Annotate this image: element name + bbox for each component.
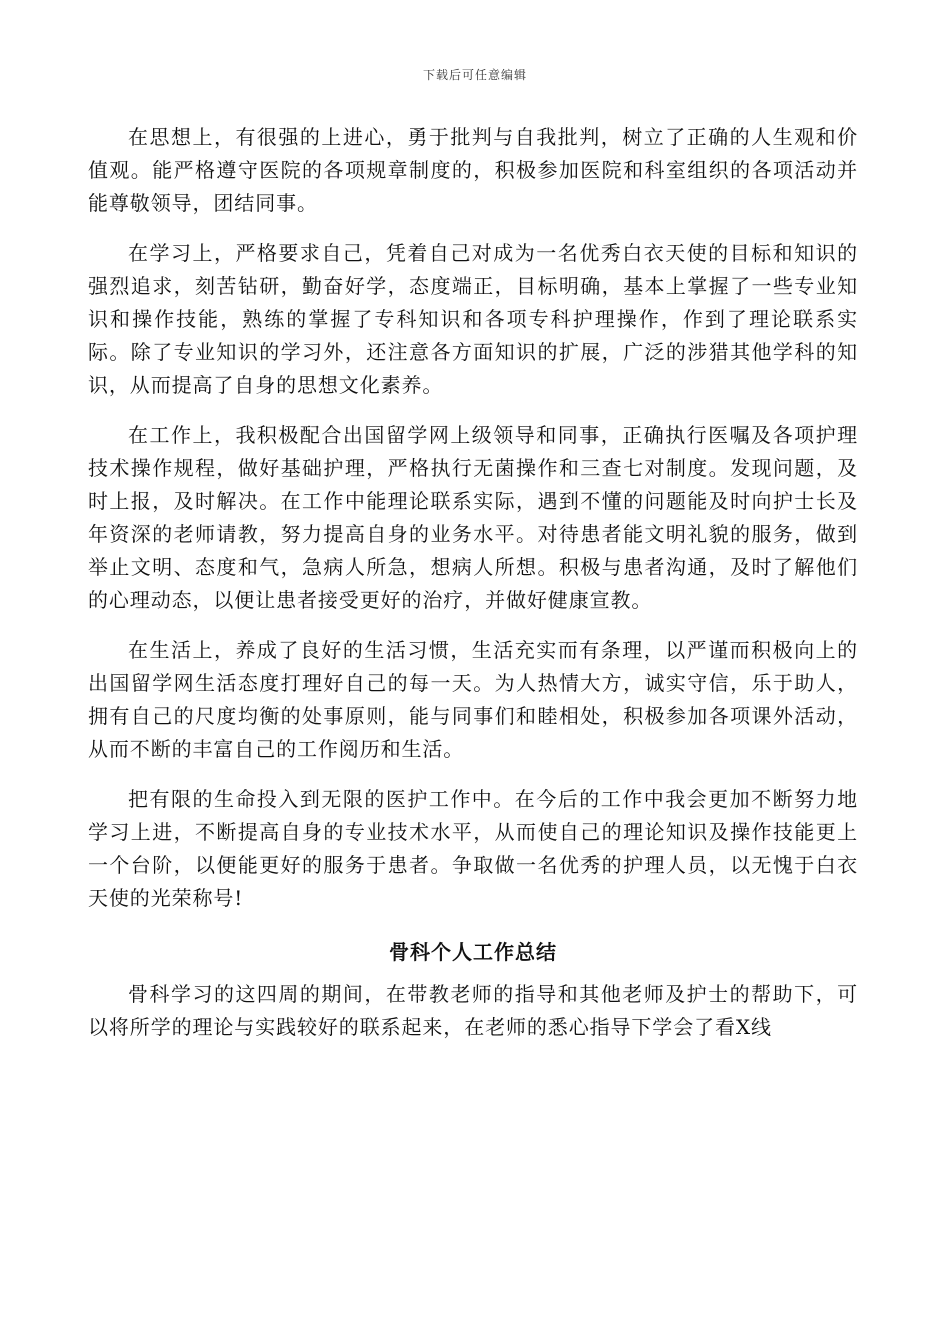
paragraph-orthopedics: 骨科学习的这四周的期间，在带教老师的指导和其他老师及护士的帮助下，可以将所学的理论与实践较好的联系起来，在老师的悉心指导下学会了看X线 xyxy=(88,982,858,1039)
page-header: 下载后可任意编辑 xyxy=(422,68,527,82)
paragraph-work: 在工作上，我积极配合出国留学网上级领导和同事，正确执行医嘱及各项护理技术操作规程，做好基础护理，严格执行无菌操作和三查七对制度。发现问题，及时上报，及时解决。在工作中能理论联系实际，遇到不懂的问题能及时向护士长及年资深的老师请教，努力提高自身的业务水平。对待患者能文明礼貌的服务，做到举止文明、态度和气，急病人所急，想病人所想。积极与患者沟通，及时了解他们的心理动态，以便让患者接受更好的治疗，并做好健康宣教。 xyxy=(88,423,858,612)
paragraph-study: 在学习上，严格要求自己，凭着自己对成为一名优秀白衣天使的目标和知识的强烈追求，刻苦钻研，勤奋好学，态度端正，目标明确，基本上掌握了一些专业知识和操作技能，熟练的掌握了专科知识和各项专科护理操作，作到了理论联系实际。除了专业知识的学习外，还注意各方面知识的扩展，广泛的涉猎其他学科的知识，从而提高了自身的思想文化素养。 xyxy=(88,241,858,397)
paragraph-conclusion: 把有限的生命投入到无限的医护工作中。在今后的工作中我会更加不断努力地学习上进，不断提高自身的专业技术水平，从而使自己的理论知识及操作技能更上一个台阶，以便能更好的服务于患者。争取做一名优秀的护理人员，以无愧于白衣天使的光荣称号! xyxy=(88,787,858,910)
document-body xyxy=(88,121,858,1044)
paragraph-thought: 在思想上，有很强的上进心，勇于批判与自我批判，树立了正确的人生观和价值观。能严格遵守医院的各项规章制度的，积极参加医院和科室组织的各项活动并能尊敬领导，团结同事。 xyxy=(88,125,858,215)
paragraph-life: 在生活上，养成了良好的生活习惯，生活充实而有条理，以严谨而积极向上的出国留学网生活态度打理好自己的每一天。为人热情大方，诚实守信，乐于助人，拥有自己的尺度均衡的处事原则，能与同事们和睦相处，积极参加各项课外活动，从而不断的丰富自己的工作阅历和生活。 xyxy=(88,638,858,761)
section-title: 骨科个人工作总结 xyxy=(389,940,557,964)
